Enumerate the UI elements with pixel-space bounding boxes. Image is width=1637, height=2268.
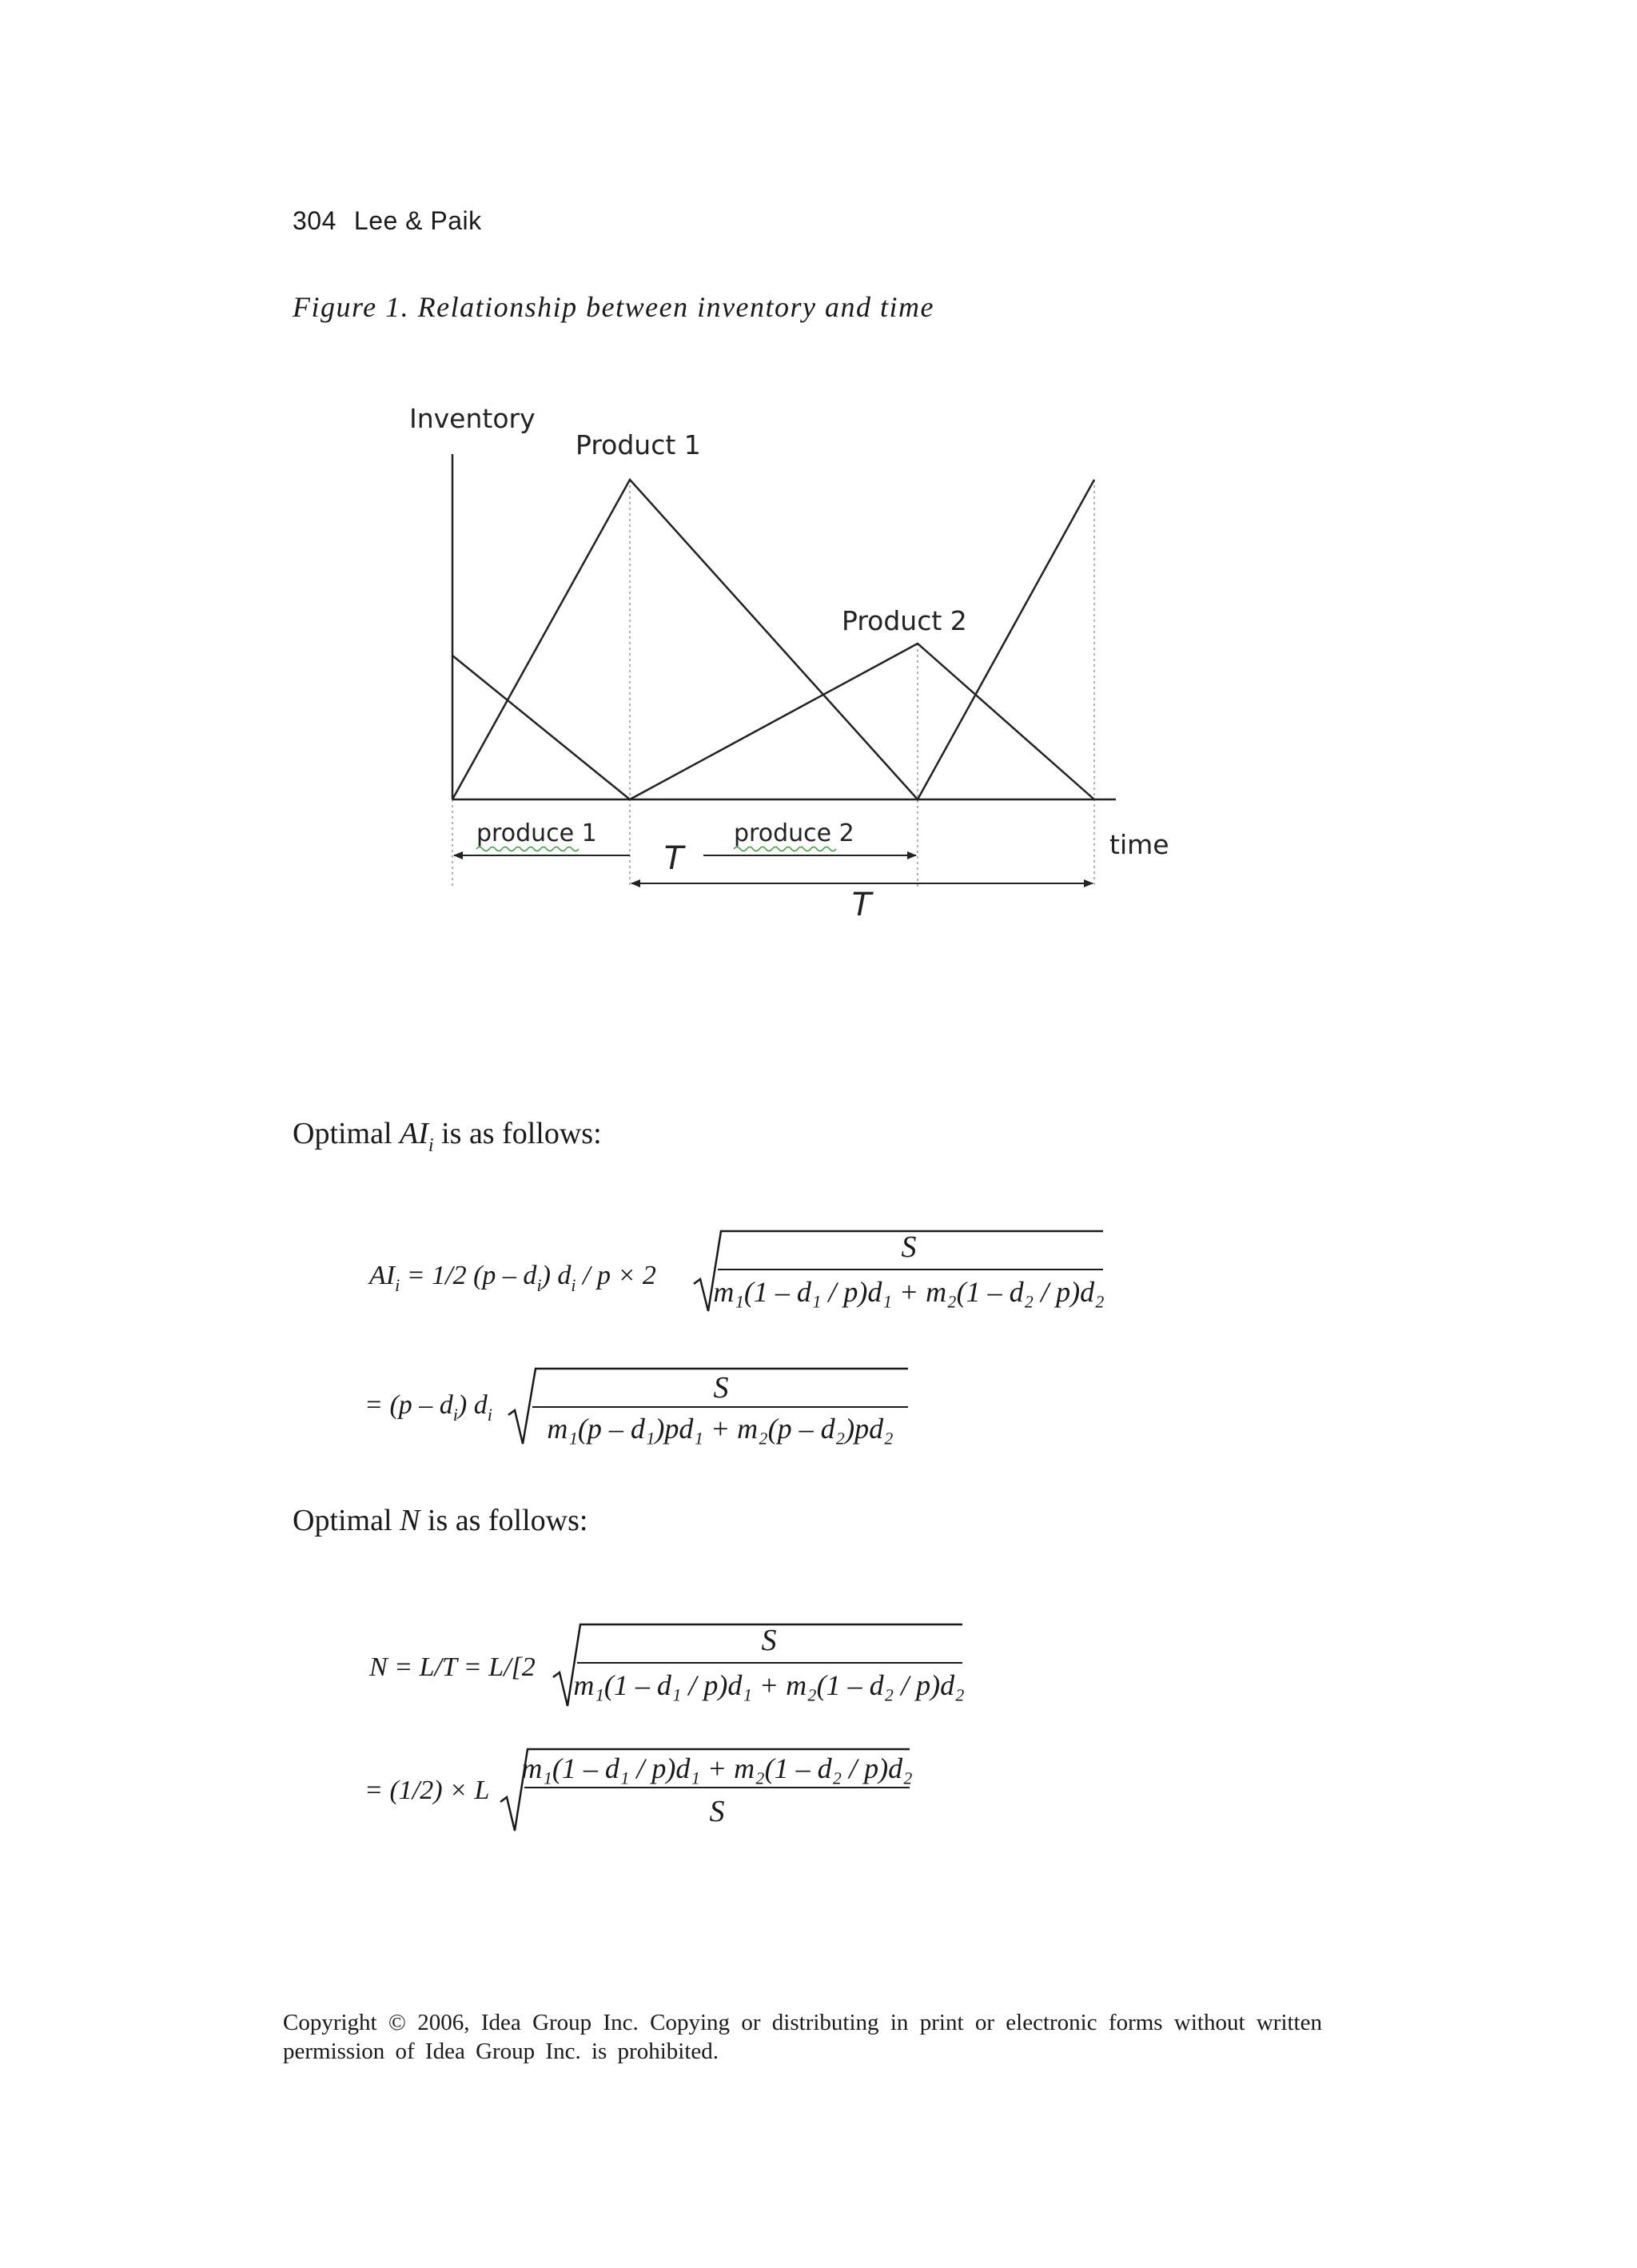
y-axis-label: Inventory xyxy=(409,403,536,434)
optimal-ai-prefix: Optimal xyxy=(293,1117,400,1150)
ai-numerator-1: S xyxy=(901,1230,917,1264)
optimal-n-var: N xyxy=(400,1504,420,1537)
product2-label: Product 2 xyxy=(842,605,967,636)
x-axis-label: time xyxy=(1109,829,1169,860)
n-equation-second-lhs: = (1/2) × L xyxy=(364,1776,490,1805)
n-denominator-2: S xyxy=(709,1795,725,1828)
page-number: 304 xyxy=(293,206,337,235)
ai-equation-second-lhs: = $(p - d_i)$ $d_i$ xyxy=(364,1390,492,1425)
n-numerator-1: S xyxy=(761,1624,777,1657)
copyright-line-2: permission of Idea Group Inc. is prohibited. xyxy=(283,2039,719,2064)
header-authors: Lee & Paik xyxy=(353,206,482,235)
copyright-footer xyxy=(283,2008,1322,2066)
n-denominator-1: m₁(1 – d₁ / p)d₁ + m₂(1 – d₂ / p)d₂ xyxy=(573,1669,965,1701)
optimal-n-prefix: Optimal xyxy=(293,1504,400,1537)
optimal-ai-suffix: is as follows: xyxy=(433,1117,602,1150)
optimal-n-suffix: is as follows: xyxy=(420,1504,588,1537)
optimal-ai-sub: i xyxy=(428,1135,434,1156)
product1-label: Product 1 xyxy=(576,429,701,460)
figure-caption: Figure 1. Relationship between inventory and time xyxy=(293,291,935,323)
copyright-line-1: Copyright © 2006, Idea Group Inc. Copying or distributing in print or electronic forms without written xyxy=(283,2010,1322,2035)
ai-denominator-2: m₁(p – d₁)pd₁ + m₂(p – d₂)pd₂ xyxy=(547,1413,894,1445)
optimal-ai-var: AI xyxy=(400,1117,428,1150)
produce2-label: produce 2 xyxy=(734,819,854,847)
ai-denominator-1: m₁(1 – d₁ / p)d₁ + m₂(1 – d₂ / p)d₂ xyxy=(713,1276,1105,1308)
n-numerator-2: m₁(1 – d₁ / p)d₁ + m₂(1 – d₂ / p)d₂ xyxy=(521,1752,913,1784)
produce1-label: produce 1 xyxy=(476,819,597,847)
ai-numerator-2: S xyxy=(713,1371,729,1405)
n-equation-lhs: N = L/T = L/[2 xyxy=(369,1652,536,1682)
cycle-label-1: T xyxy=(663,840,684,877)
cycle-label-2: T xyxy=(851,887,872,923)
ai-equation-lhs: $AI_i = 1/2$ $(p - d_i)$ $d_i / p \times 2$ xyxy=(369,1261,656,1295)
